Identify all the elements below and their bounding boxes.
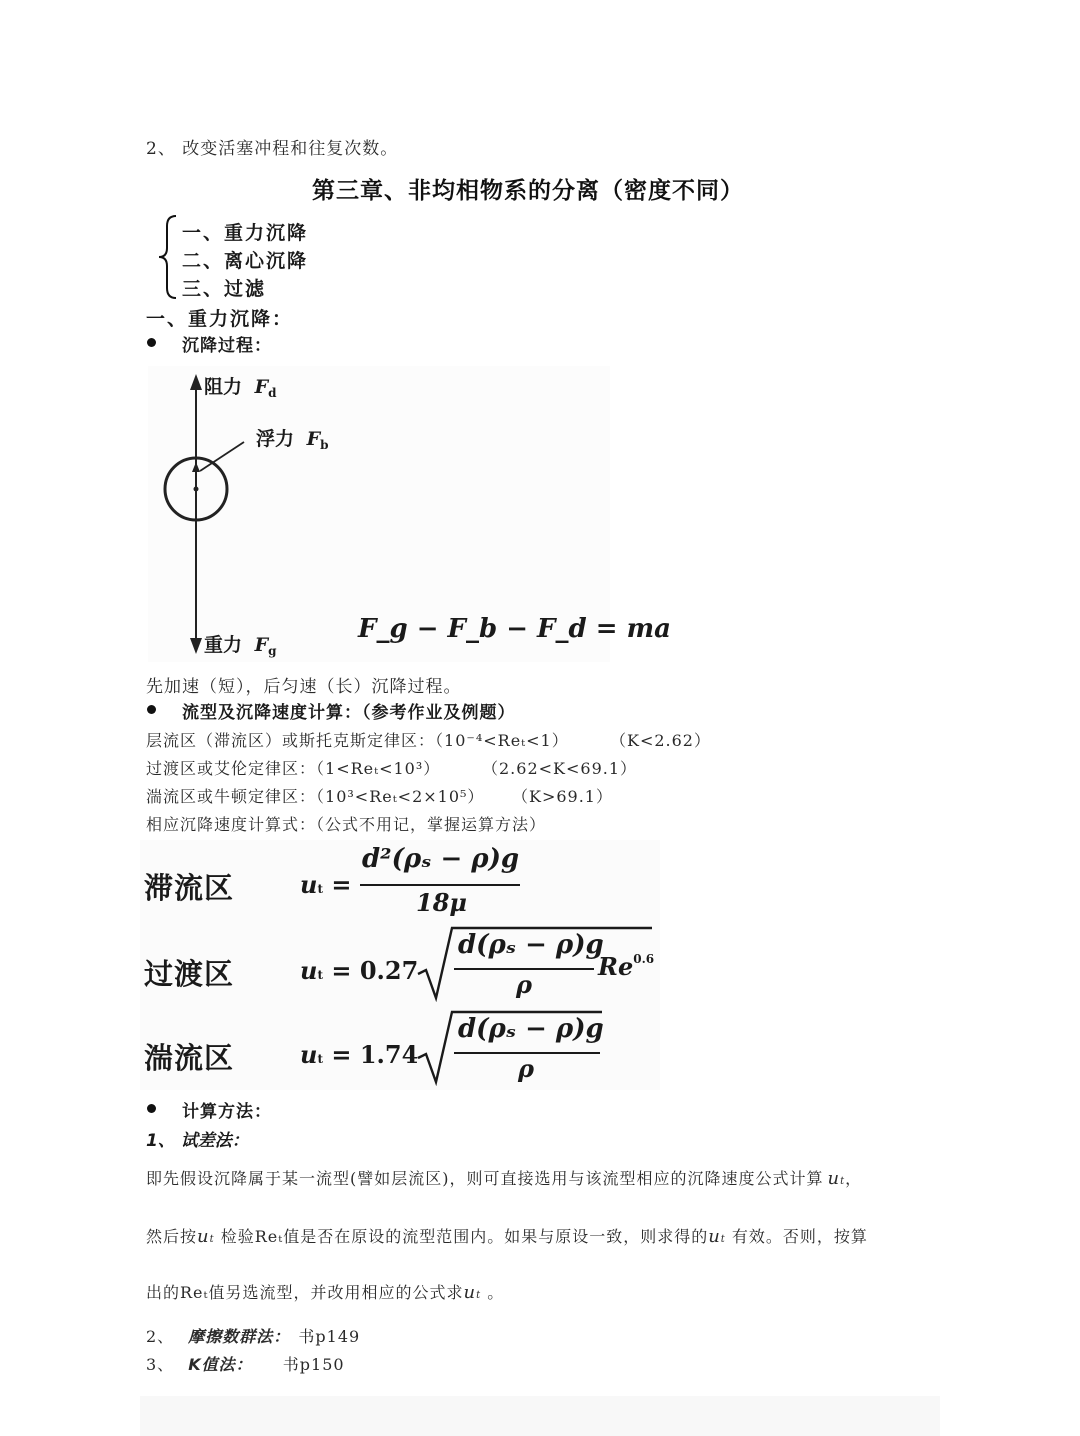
formula-turbulent-denominator: ρ <box>518 1054 534 1083</box>
method1-paragraph-line1: 即先假设沉降属于某一流型(譬如层流区)，则可直接选用与该流型相应的沉降速度公式计算 ut， <box>146 1168 863 1189</box>
regime-turbulent-k: （K>69.1） <box>512 787 613 806</box>
process-note: 先加速（短），后匀速（长）沉降过程。 <box>146 677 462 697</box>
arrow-down-icon <box>190 638 202 654</box>
regime-laminar-k: （K<2.62） <box>610 731 711 750</box>
bullet-calculation-method: 计算方法： <box>182 1102 272 1122</box>
label-gravity: 重力 $F_g$ <box>204 634 277 658</box>
method2-line: 2、 摩擦数群法： 书p149 <box>146 1327 361 1346</box>
formula-turbulent-numerator: d(ρₛ − ρ)g <box>458 1014 604 1044</box>
section-heading-gravity: 一、重力沉降： <box>146 308 294 330</box>
arrow-up-icon <box>190 374 202 390</box>
formula-label-laminar: 滞流区 <box>144 871 235 905</box>
chapter-title: 第三章、非均相物系的分离（密度不同） <box>312 178 744 204</box>
method3-line: 3、 K值法： 书p150 <box>146 1355 345 1374</box>
scan-shadow <box>140 1396 940 1436</box>
method1-paragraph-line2: 然后按ut 检验Reₜ值是否在原设的流型范围内。如果与原设一致，则求得的ut 有效。否则，按算 <box>146 1226 868 1247</box>
bullet-settling-process: 沉降过程： <box>182 336 272 356</box>
regime-turbulent: 湍流区或牛顿定律区：（10³<Reₜ<2×10⁵） <box>146 787 485 806</box>
formula-laminar-lhs: ut = <box>300 870 352 899</box>
label-drag: 阻力 $F_d$ <box>204 376 277 400</box>
force-equation: F_g − F_b − F_d = ma <box>358 614 671 644</box>
formula-turbulent-lhs: ut = 1.74 <box>300 1040 419 1069</box>
formula-label-turbulent: 湍流区 <box>144 1041 235 1075</box>
outline-item-centrifugal: 二、离心沉降 <box>182 250 309 272</box>
formula-transition-denominator: ρ <box>516 970 532 999</box>
formula-laminar-numerator: d²(ρₛ − ρ)g <box>362 844 520 874</box>
regime-transition-k: （2.62<K<69.1） <box>482 759 638 778</box>
outline-brace <box>156 214 180 300</box>
formula-label-transition: 过渡区 <box>144 957 235 991</box>
formula-laminar-denominator: 18μ <box>416 888 467 917</box>
fraction-bar <box>360 884 520 886</box>
formula-block <box>140 840 660 1090</box>
formula-transition-numerator: d(ρₛ − ρ)g <box>458 930 604 960</box>
force-diagram <box>148 366 671 662</box>
bullet-dot <box>147 1104 156 1113</box>
bullet-flow-regime: 流型及沉降速度计算：（参考作业及例题） <box>182 703 516 723</box>
outline-item-gravity: 一、重力沉降 <box>182 222 309 244</box>
regime-transition: 过渡区或艾伦定律区：（1<Reₜ<10³） <box>146 759 441 778</box>
bullet-dot <box>147 705 156 714</box>
regime-laminar: 层流区（滞流区）或斯托克斯定律区：（10⁻⁴<Reₜ<1） <box>146 731 569 750</box>
outline-item-filtration: 三、过滤 <box>182 278 267 300</box>
formula-transition-lhs: ut = 0.27 <box>300 956 419 985</box>
label-buoyancy: 浮力 $F_b$ <box>256 428 329 452</box>
formula-intro: 相应沉降速度计算式：（公式不用记，掌握运算方法） <box>146 815 547 834</box>
bullet-dot <box>147 338 156 347</box>
top-line: 2、 改变活塞冲程和往复次数。 <box>146 139 399 159</box>
formula-transition-re: $Re^{0.6}$ <box>598 952 655 981</box>
method1-paragraph-line3: 出的Reₜ值另选流型，并改用相应的公式求ut 。 <box>146 1282 505 1303</box>
method1-heading: 1、 试差法： <box>146 1131 249 1151</box>
